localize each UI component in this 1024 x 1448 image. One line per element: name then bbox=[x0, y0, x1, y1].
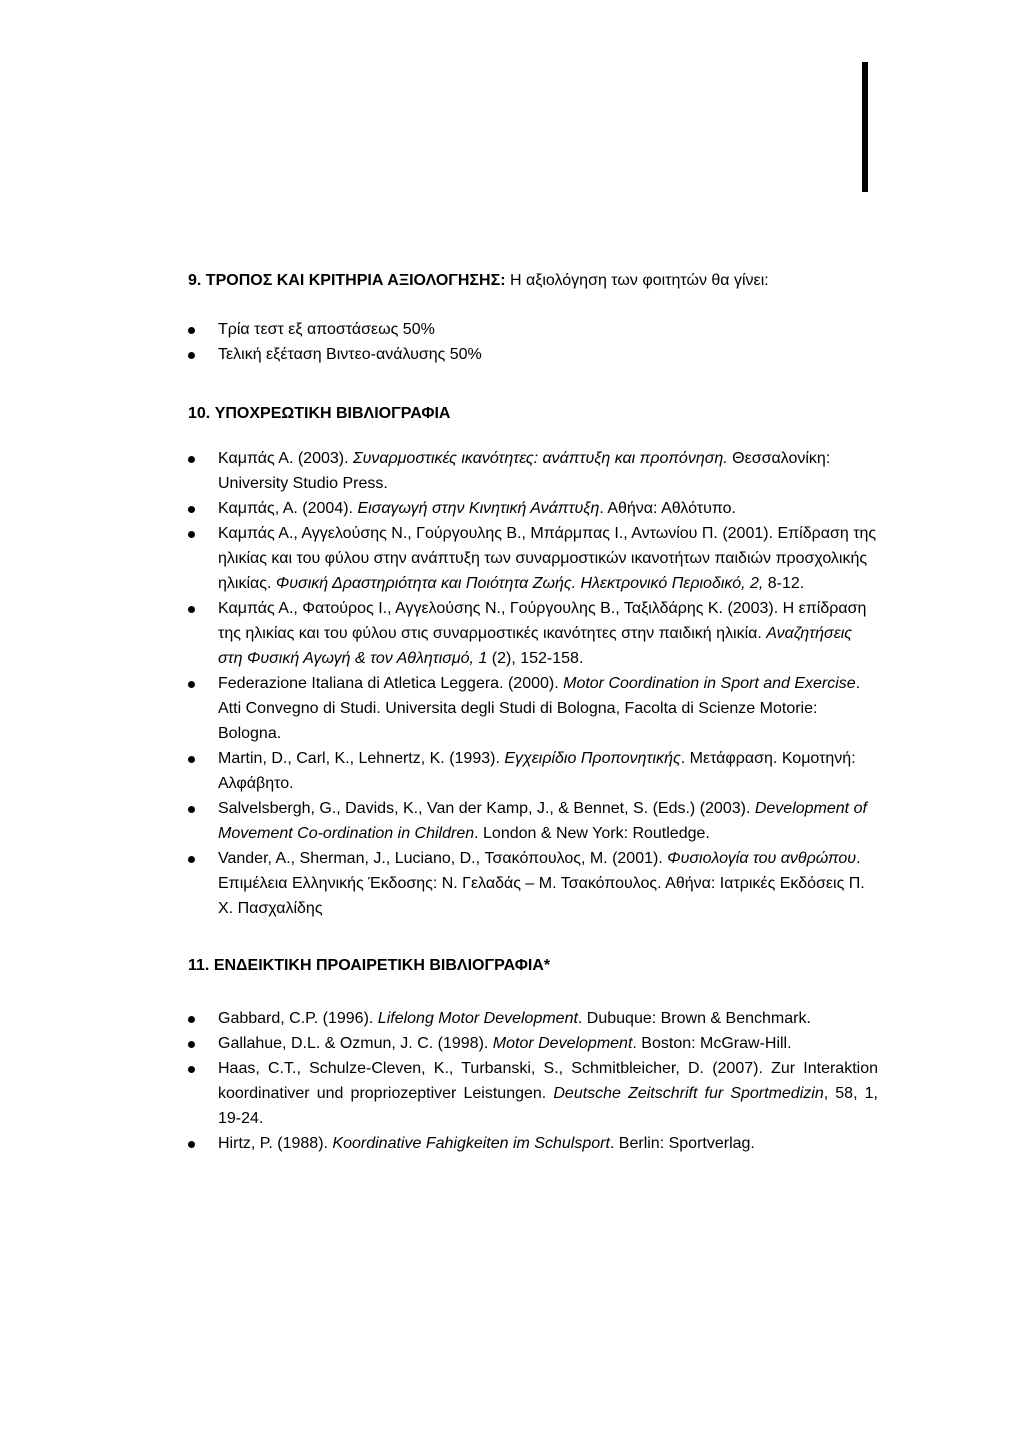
bibliography-item bbox=[188, 1056, 878, 1131]
section-10-title: ΥΠΟΧΡΕΩΤΙΚΗ ΒΙΒΛΙΟΓΡΑΦΙΑ bbox=[214, 405, 451, 422]
reference-text: 8-12. bbox=[763, 575, 805, 592]
bibliography-item bbox=[188, 746, 878, 796]
reference-title: Εισαγωγή στην Κινητική Ανάπτυξη bbox=[357, 500, 600, 517]
reference-title: Motor Development bbox=[492, 1035, 633, 1052]
assessment-item: Τελική εξέταση Βιντεο-ανάλυσης 50% bbox=[188, 342, 878, 367]
section-11-number: 11. bbox=[188, 957, 210, 974]
reference-title: Συναρμοστικές ικανότητες: ανάπτυξη και προπόνηση. bbox=[352, 450, 728, 467]
reference-text: Καμπάς Α. (2003). bbox=[218, 450, 353, 467]
section-9-heading bbox=[188, 268, 878, 293]
section-10-number: 10. bbox=[188, 405, 211, 422]
bibliography-item bbox=[188, 671, 878, 746]
reference-title: Motor Coordination in Sport and Exercise bbox=[563, 675, 856, 692]
page-content bbox=[188, 268, 878, 1156]
reference-text: . Dubuque: Brown & Benchmark. bbox=[577, 1010, 811, 1027]
reference-text: Haas, C.T., Schulze-Cleven, K., Turbanski, S., Schmitbleicher, D. (2007). Zur Interaktion koordinativer und propriozeptiver Leistungen. bbox=[218, 1060, 878, 1102]
reference-text: Salvelsbergh, G., Davids, K., Van der Kamp, J., & Bennet, S. (Eds.) (2003). bbox=[218, 800, 755, 817]
assessment-item: Τρία τεστ εξ αποστάσεως 50% bbox=[188, 317, 878, 342]
reference-text: . London & New York: Routledge. bbox=[474, 825, 710, 842]
bibliography-item bbox=[188, 521, 878, 596]
assessment-list bbox=[188, 317, 878, 367]
reference-text: Καμπάς Α., Αγγελούσης Ν., Γούργουλης Β., Μπάρμπας Ι., Αντωνίου Π. (2001). Επίδραση της ηλικίας και του φύλου στην ανάπτυξη των συναρμοστικών ικανοτήτων παιδιών προσχολικής ηλικίας. bbox=[218, 525, 877, 592]
bibliography-item bbox=[188, 1131, 878, 1156]
reference-text: Καμπάς, Α. (2004). bbox=[218, 500, 358, 517]
reference-text: Gallahue, D.L. & Ozmun, J. C. (1998). bbox=[218, 1035, 493, 1052]
reference-text: , 58, 1, 19-24. bbox=[218, 1085, 878, 1127]
bibliography-item bbox=[188, 1031, 878, 1056]
reference-title: Αναζητήσεις στη Φυσική Αγωγή & τον Αθλητισμό, 1 bbox=[218, 625, 853, 667]
reference-text: Vander, A., Sherman, J., Luciano, D., Τσακόπουλος, Μ. (2001). bbox=[218, 850, 668, 867]
reference-text: Federazione Italiana di Atletica Leggera. (2000). bbox=[218, 675, 564, 692]
section-9-text: Η αξιολόγηση των φοιτητών θα γίνει: bbox=[505, 272, 769, 289]
reference-text: Θεσσαλονίκη: University Studio Press. bbox=[218, 450, 831, 492]
optional-bibliography-list bbox=[188, 1006, 878, 1156]
reference-title: Development of Movement Co-ordination in Children bbox=[218, 800, 867, 842]
reference-text: . Μετάφραση. Κομοτηνή: Αλφάβητο. bbox=[218, 750, 856, 792]
reference-text: (2), 152-158. bbox=[487, 650, 584, 667]
reference-text: . Boston: McGraw-Hill. bbox=[632, 1035, 792, 1052]
section-11-heading bbox=[188, 953, 878, 978]
reference-text: . Επιμέλεια Ελληνικής Έκδοσης: Ν. Γελαδάς – Μ. Τσακόπουλος. Αθήνα: Ιατρικές Εκδόσεις Π. Χ. Πασχαλίδης bbox=[218, 850, 865, 917]
bibliography-item bbox=[188, 1006, 878, 1031]
reference-text: Gabbard, C.P. (1996). bbox=[218, 1010, 378, 1027]
section-10-heading bbox=[188, 401, 878, 426]
bibliography-item bbox=[188, 496, 878, 521]
reference-text: Martin, D., Carl, K., Lehnertz, K. (1993). bbox=[218, 750, 505, 767]
bibliography-item bbox=[188, 796, 878, 846]
reference-title: Deutsche Zeitschrift fur Sportmedizin bbox=[553, 1085, 824, 1102]
reference-title: Φυσιολογία του ανθρώπου bbox=[667, 850, 857, 867]
required-bibliography-list bbox=[188, 446, 878, 921]
reference-title: Εγχειρίδιο Προπονητικής bbox=[504, 750, 681, 767]
reference-text: . Αθήνα: Αθλότυπο. bbox=[599, 500, 736, 517]
page-edge-bar bbox=[862, 62, 868, 192]
section-9-title: ΤΡΟΠΟΣ ΚΑΙ ΚΡΙΤΗΡΙΑ ΑΞΙΟΛΟΓΗΣΗΣ: bbox=[205, 272, 506, 289]
reference-text: Καμπάς Α., Φατούρος Ι., Αγγελούσης Ν., Γούργουλης Β., Ταξιλδάρης Κ. (2003). Η επίδραση της ηλικίας και του φύλου στις συναρμοστικές ικανότητες στην παιδική ηλικία. bbox=[218, 600, 867, 642]
reference-title: Koordinative Fahigkeiten im Schulsport bbox=[332, 1135, 610, 1152]
bibliography-item bbox=[188, 846, 878, 921]
bibliography-item bbox=[188, 446, 878, 496]
reference-text: Hirtz, P. (1988). bbox=[218, 1135, 333, 1152]
section-11-title: ΕΝΔΕΙΚΤΙΚΗ ΠΡΟΑΙΡΕΤΙΚΗ ΒΙΒΛΙΟΓΡΑΦΙΑ* bbox=[213, 957, 551, 974]
reference-text: . Atti Convegno di Studi. Universita degli Studi di Bologna, Facolta di Scienze Motorie: Bologna. bbox=[218, 675, 861, 742]
reference-title: Φυσική Δραστηριότητα και Ποιότητα Ζωής. Ηλεκτρονικό Περιοδικό, 2, bbox=[275, 575, 764, 592]
bibliography-item bbox=[188, 596, 878, 671]
section-9-number: 9. bbox=[188, 272, 202, 289]
reference-text: . Berlin: Sportverlag. bbox=[609, 1135, 755, 1152]
reference-title: Lifelong Motor Development bbox=[377, 1010, 578, 1027]
